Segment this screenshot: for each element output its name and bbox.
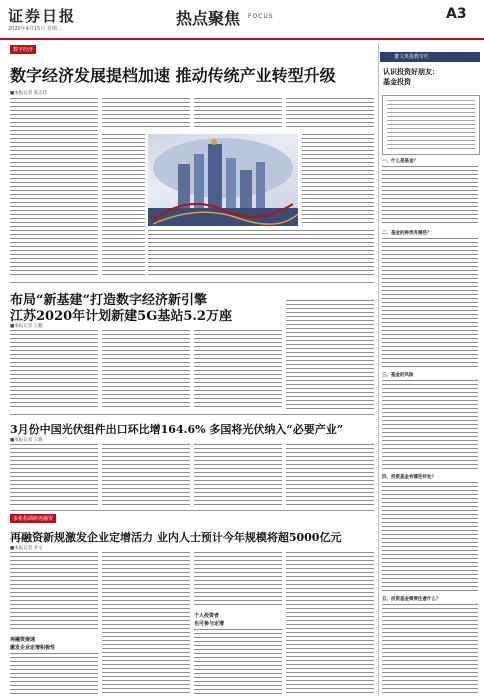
top-story-col-4b [302, 134, 374, 226]
story2-col-1 [10, 330, 98, 410]
section-title: 热点聚焦 [176, 9, 241, 28]
top-story-col-4 [286, 98, 374, 130]
digital-economy-illustration [148, 134, 298, 226]
sidebar-title-line1: 认识投资好朋友： [383, 68, 439, 76]
sidebar-title [383, 67, 439, 87]
story4-subhead-1b: 激发企业定增积极性 [10, 645, 56, 651]
newspaper-logo: 证券日报 [8, 7, 77, 25]
issue-date: 2020年4月15日 星期三 [8, 26, 62, 32]
sidebar-subhead-4: 四、投资基金有哪些好处？ [382, 475, 436, 480]
story3-headline: 3月份中国光伏组件出口环比增164.6% 多国将光伏纳入“必要产业” [10, 423, 344, 436]
story2-byline: ■本报记者 王鹏 [10, 324, 43, 329]
top-story-headline: 数字经济发展提档加速 推动传统产业转型升级 [10, 66, 336, 85]
page-number: A3 [446, 6, 467, 22]
sidebar-intro-text [387, 100, 475, 150]
story2-headline-line1: 布局“新基建”打造数字经济新引擎 [10, 293, 207, 308]
story4-subhead-1: 再融资提速 [10, 637, 36, 643]
masthead [0, 0, 484, 40]
story3-col-4 [286, 444, 374, 506]
sidebar-text-1 [382, 166, 478, 226]
story2-col-3 [194, 330, 282, 410]
story2-headline-line2: 江苏2020年计划新建5G基站5.2万座 [10, 309, 232, 324]
sidebar-subhead-2: 二、基金的种类有哪些？ [382, 231, 432, 236]
story3-byline: ■本报记者 王晓 [10, 438, 43, 443]
story2-col-2 [102, 330, 190, 410]
sidebar-subhead-3: 三、基金的风险 [382, 373, 414, 378]
city-skyline-icon [148, 134, 298, 226]
sidebar-text-5 [382, 604, 478, 694]
sidebar-text-2 [382, 238, 478, 368]
divider [10, 414, 374, 415]
story4-tag: 多机构调研再融资 [10, 514, 56, 523]
divider [10, 510, 374, 511]
top-story-bottom-text [148, 230, 374, 276]
story4-col-3 [194, 552, 282, 608]
story4-col-4 [286, 552, 374, 695]
story4-col-1 [10, 552, 98, 632]
sidebar-subhead-5: 五、投资基金需要注意什么？ [382, 597, 441, 602]
story3-col-2 [102, 444, 190, 506]
story4-subhead-2: 个人投资者 [194, 613, 220, 619]
top-story-col-1 [10, 98, 98, 276]
sidebar-text-3 [382, 380, 478, 470]
top-story-col-3 [194, 98, 282, 130]
story4-byline: ■本报记者 李文 [10, 546, 43, 551]
story4-headline: 再融资新规激发企业定增活力 业内人士预计今年规模将超5000亿元 [10, 531, 342, 544]
top-story-col-2 [102, 98, 190, 130]
sidebar-intro-box [382, 95, 480, 155]
story2-col-4 [286, 300, 374, 410]
story4-col-1b [10, 653, 98, 695]
top-story-col-2b [102, 134, 145, 276]
sidebar-text-4 [382, 482, 478, 592]
section-subtitle: FOCUS [248, 13, 274, 20]
sidebar-tag: 董文英投教专栏 [380, 52, 480, 62]
story3-col-1 [10, 444, 98, 506]
story4-col-3b [194, 629, 282, 695]
sidebar-title-line2: 基金投资 [383, 78, 411, 86]
divider [10, 282, 374, 283]
story3-col-3 [194, 444, 282, 506]
column-divider [378, 44, 379, 696]
story4-col-2 [102, 552, 190, 695]
top-story-tag: 数字经济 [10, 45, 36, 54]
story4-subhead-2b: 也可参与定增 [194, 621, 225, 627]
top-story-byline: ■本报记者 张志伟 [10, 91, 48, 96]
sidebar-subhead-1: 一、什么是基金？ [382, 159, 418, 164]
